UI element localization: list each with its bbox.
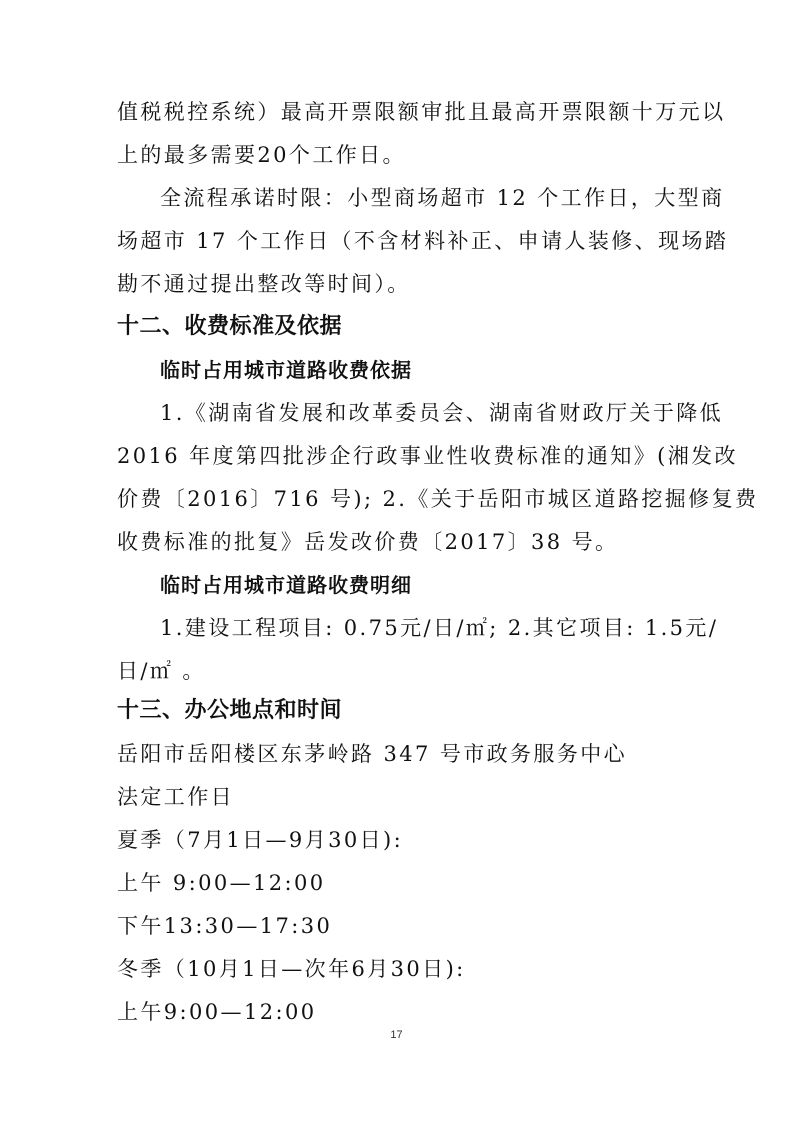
body-text-line: 日/㎡ 。 [117,659,206,683]
summer-morning-hours: 上午 9:00—12:00 [117,871,326,895]
subheading-fee-detail: 临时占用城市道路收费明细 [160,573,412,597]
summer-afternoon-hours: 下午13:30—17:30 [117,914,333,938]
body-text-line: 2016 年度第四批涉企行政事业性收费标准的通知》(湘发改 [117,444,738,468]
body-text-line: 场超市 17 个工作日（不含材料补正、申请人装修、现场踏 [117,229,729,253]
office-address: 岳阳市岳阳楼区东茅岭路 347 号市政务服务中心 [117,742,628,766]
body-text-line: 1.《湖南省发展和改革委员会、湖南省财政厅关于降低 [160,401,724,425]
section-heading-12: 十二、收费标准及依据 [117,314,343,339]
subheading-fee-basis: 临时占用城市道路收费依据 [160,358,412,382]
body-text-line: 值税税控系统）最高开票限额审批且最高开票限额十万元以 [117,100,726,124]
body-text-line: 收费标准的批复》岳发改价费〔2017〕38 号。 [117,530,619,554]
winter-hours-label: 冬季（10月1日—次年6月30日): [117,957,466,981]
summer-hours-label: 夏季（7月1日—9月30日): [117,828,404,852]
body-text-line: 法定工作日 [117,785,234,809]
body-text-line: 全流程承诺时限：小型商场超市 12 个工作日，大型商 [160,186,725,210]
body-text-line: 价费〔2016〕716 号); 2.《关于岳阳市城区道路挖掘修复费 [117,487,759,511]
winter-morning-hours: 上午9:00—12:00 [117,1000,317,1024]
body-text-line: 1.建设工程项目: 0.75元/日/㎡; 2.其它项目: 1.5元/ [160,616,719,640]
page-number: 17 [390,1029,403,1041]
section-heading-13: 十三、办公地点和时间 [117,698,343,723]
body-text-line: 勘不通过提出整改等时间）。 [117,272,411,296]
body-text-line: 上的最多需要20个工作日。 [117,143,406,167]
